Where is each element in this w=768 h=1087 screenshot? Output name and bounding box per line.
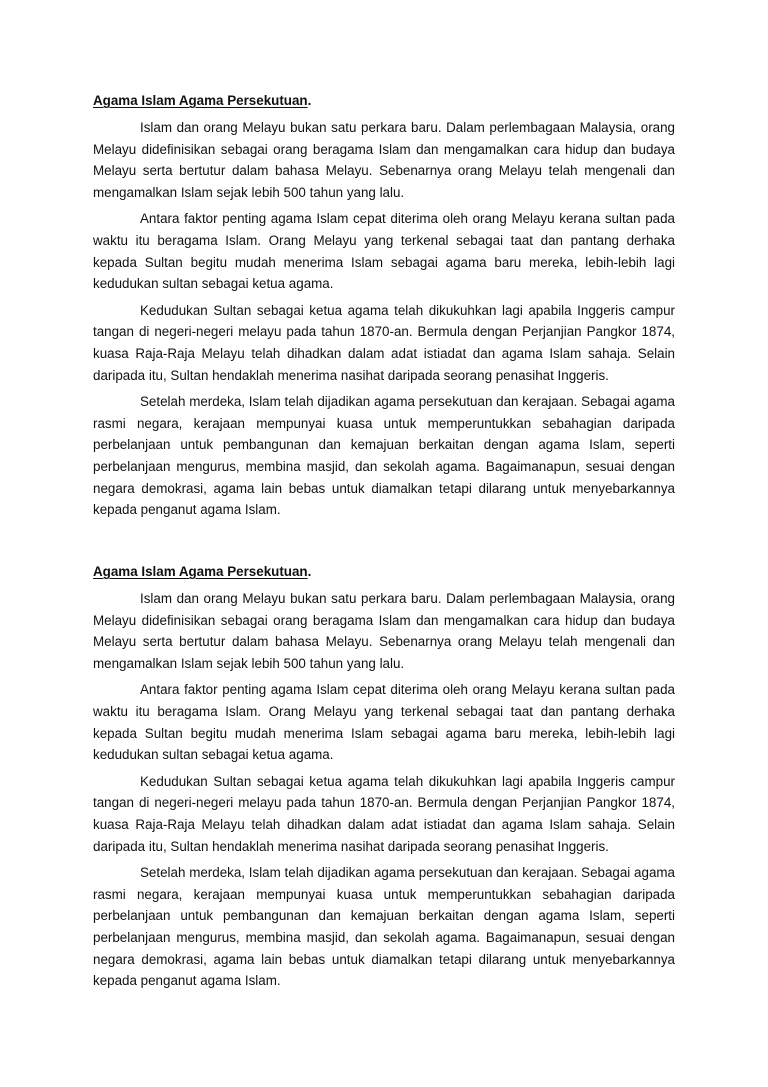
section-title-punctuation: .: [307, 93, 312, 108]
paragraph: Setelah merdeka, Islam telah dijadikan agama persekutuan dan kerajaan. Sebagai agama rasmi negara, kerajaan mempunyai kuasa untuk memperuntukkan sebahagian daripada perbelanjaan untuk pembangunan dan kemajuan berkaitan dengan agama Islam, seperti perbelanjaan mengurus, membina masjid, dan sekolah agama. Bagaimanapun, sesuai dengan negara demokrasi, agama lain bebas untuk diamalkan tetapi dilarang untuk menyebarkannya kepada penganut agama Islam.: [93, 865, 675, 989]
paragraph: Islam dan orang Melayu bukan satu perkara baru. Dalam perlembagaan Malaysia, orang Melayu didefinisikan sebagai orang beragama Islam dan mengamalkan cara hidup dan budaya Melayu serta bertutur dalam bahasa Melayu. Sebenarnya orang Melayu telah mengenali dan mengamalkan Islam sejak lebih 500 tahun yang lalu.: [93, 591, 675, 671]
paragraph: Kedudukan Sultan sebagai ketua agama telah dikukuhkan lagi apabila Inggeris campur tangan di negeri-negeri melayu pada tahun 1870-an. Bermula dengan Perjanjian Pangkor 1874, kuasa Raja-Raja Melayu telah dihadkan dalam adat istiadat dan agama Islam sahaja. Selain daripada itu, Sultan hendaklah menerima nasihat daripada seorang penasihat Inggeris.: [93, 302, 675, 383]
document-section: [93, 90, 675, 526]
section-title-text: Agama Islam Agama Persekutuan: [93, 93, 308, 108]
section-title-text: Agama Islam Agama Persekutuan: [93, 564, 308, 579]
paragraph: Antara faktor penting agama Islam cepat diterima oleh orang Melayu kerana sultan pada waktu itu beragama Islam. Orang Melayu yang terkenal sebagai taat dan pantang derhaka kepada Sultan begitu mudah menerima Islam sebagai agama baru mereka, lebih-lebih lagi kedudukan sultan sebagai ketua agama.: [93, 211, 675, 292]
section-title: [93, 561, 675, 583]
section-title-punctuation: .: [307, 564, 312, 579]
paragraph: Kedudukan Sultan sebagai ketua agama telah dikukuhkan lagi apabila Inggeris campur tangan di negeri-negeri melayu pada tahun 1870-an. Bermula dengan Perjanjian Pangkor 1874, kuasa Raja-Raja Melayu telah dihadkan dalam adat istiadat dan agama Islam sahaja. Selain daripada itu, Sultan hendaklah menerima nasihat daripada seorang penasihat Inggeris.: [93, 773, 675, 854]
section-title: [93, 90, 675, 112]
document-section: [93, 561, 675, 997]
paragraph: Antara faktor penting agama Islam cepat diterima oleh orang Melayu kerana sultan pada waktu itu beragama Islam. Orang Melayu yang terkenal sebagai taat dan pantang derhaka kepada Sultan begitu mudah menerima Islam sebagai agama baru mereka, lebih-lebih lagi kedudukan sultan sebagai ketua agama.: [93, 682, 675, 763]
paragraph: Setelah merdeka, Islam telah dijadikan agama persekutuan dan kerajaan. Sebagai agama rasmi negara, kerajaan mempunyai kuasa untuk memperuntukkan sebahagian daripada perbelanjaan untuk pembangunan dan kemajuan berkaitan dengan agama Islam, seperti perbelanjaan mengurus, membina masjid, dan sekolah agama. Bagaimanapun, sesuai dengan negara demokrasi, agama lain bebas untuk diamalkan tetapi dilarang untuk menyebarkannya kepada penganut agama Islam.: [93, 394, 675, 518]
paragraph: Islam dan orang Melayu bukan satu perkara baru. Dalam perlembagaan Malaysia, orang Melayu didefinisikan sebagai orang beragama Islam dan mengamalkan cara hidup dan budaya Melayu serta bertutur dalam bahasa Melayu. Sebenarnya orang Melayu telah mengenali dan mengamalkan Islam sejak lebih 500 tahun yang lalu.: [93, 120, 675, 200]
